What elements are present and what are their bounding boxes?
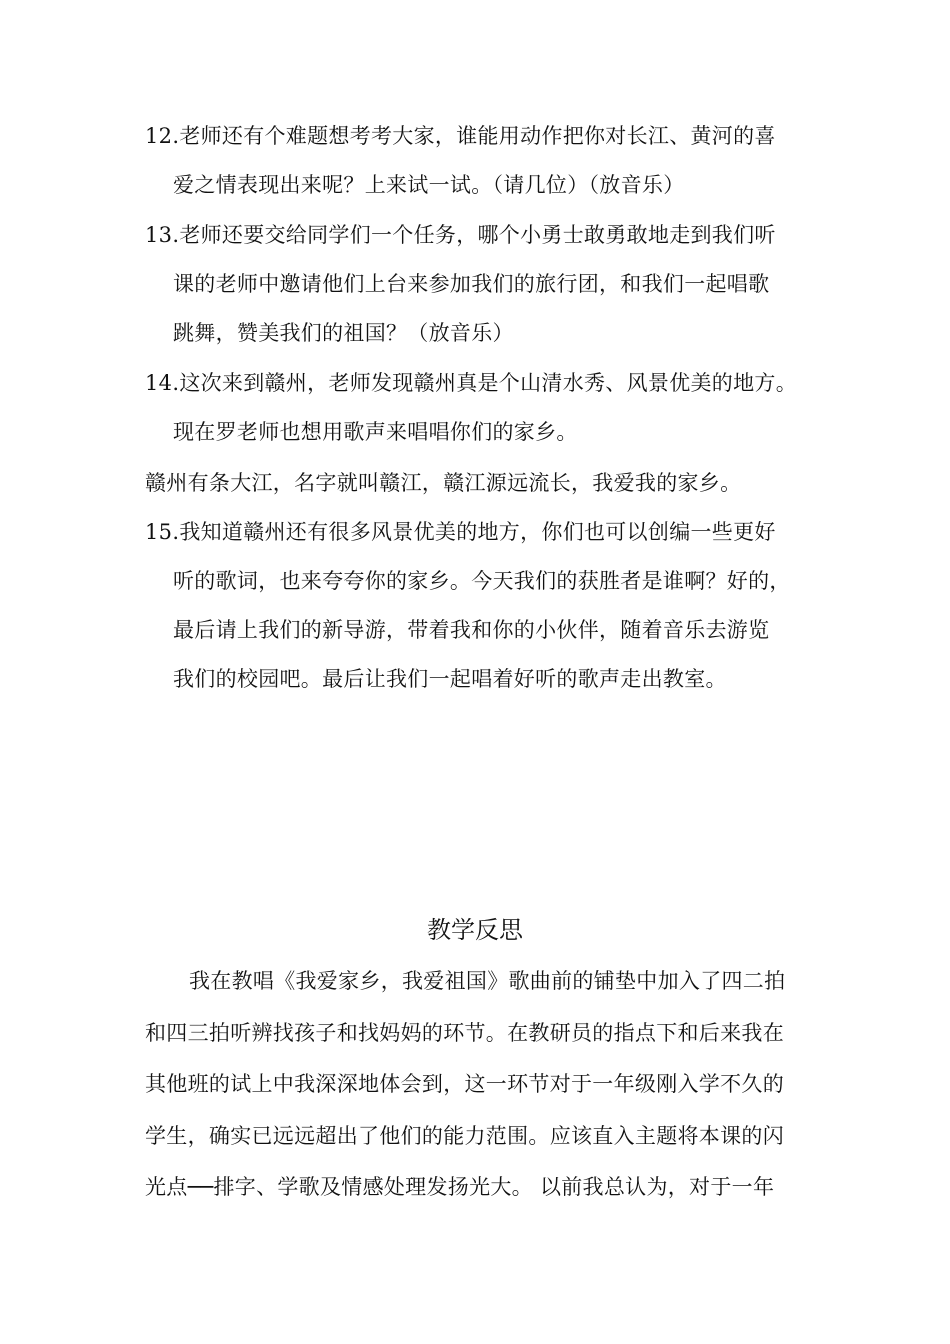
item-number: 15. (145, 520, 180, 544)
item-text: 老师还要交给同学们一个任务，哪个小勇士敢勇敢地走到我们听 (179, 223, 776, 247)
paragraph-line: 我在教唱《我爱家乡，我爱祖国》歌曲前的铺垫中加入了四二拍 (189, 969, 786, 993)
song-lyrics-line: 赣州有条大江，名字就叫赣江，赣江源远流长，我爱我的家乡。 (145, 471, 742, 495)
item-text: 我知道赣州还有很多风景优美的地方，你们也可以创编一些更好 (179, 520, 776, 544)
list-item-12 (145, 112, 810, 210)
paragraph-line: 光点──排字、学歌及情感处理发扬光大。 以前我总认为，对于一年 (145, 1175, 775, 1199)
item-line: 爱之情表现出来呢？上来试一试。（请几位）（放音乐） (173, 173, 685, 197)
item-number: 14. (145, 371, 180, 395)
item-line: 我们的校园吧。最后让我们一起唱着好听的歌声走出教室。 (173, 667, 727, 691)
item-text: 这次来到赣州，老师发现赣州真是个山清水秀、风景优美的地方。 (179, 371, 798, 395)
list-item-14 (145, 359, 810, 457)
item-line (145, 508, 810, 557)
section-heading: 教学反思 (427, 916, 523, 944)
item-line (145, 359, 810, 408)
item-line (145, 211, 810, 260)
item-line: 跳舞，赞美我们的祖国？（放音乐） (173, 321, 514, 345)
item-line (145, 112, 810, 161)
item-number: 12. (145, 124, 180, 148)
item-number: 13. (145, 223, 180, 247)
paragraph-line: 学生，确实已远远超出了他们的能力范围。应该直入主题将本课的闪 (145, 1123, 784, 1148)
item-text: 老师还有个难题想考考大家，谁能用动作把你对长江、黄河的喜 (179, 124, 776, 148)
reflection-paragraph (145, 956, 810, 1214)
item-line: 听的歌词，也来夸夸你的家乡。今天我们的获胜者是谁啊？好的， (173, 569, 791, 593)
list-item-15 (145, 508, 810, 704)
paragraph-line: 其他班的试上中我深深地体会到，这一环节对于一年级刚入学不久的 (145, 1072, 784, 1096)
item-line: 最后请上我们的新导游，带着我和你的小伙伴，随着音乐去游览 (173, 618, 770, 642)
list-item-13 (145, 211, 810, 358)
item-line: 现在罗老师也想用歌声来唱唱你们的家乡。 (173, 420, 578, 444)
item-line: 课的老师中邀请他们上台来参加我们的旅行团，和我们一起唱歌 (173, 272, 770, 296)
paragraph-line: 和四三拍听辨找孩子和找妈妈的环节。在教研员的指点下和后来我在 (145, 1020, 784, 1045)
